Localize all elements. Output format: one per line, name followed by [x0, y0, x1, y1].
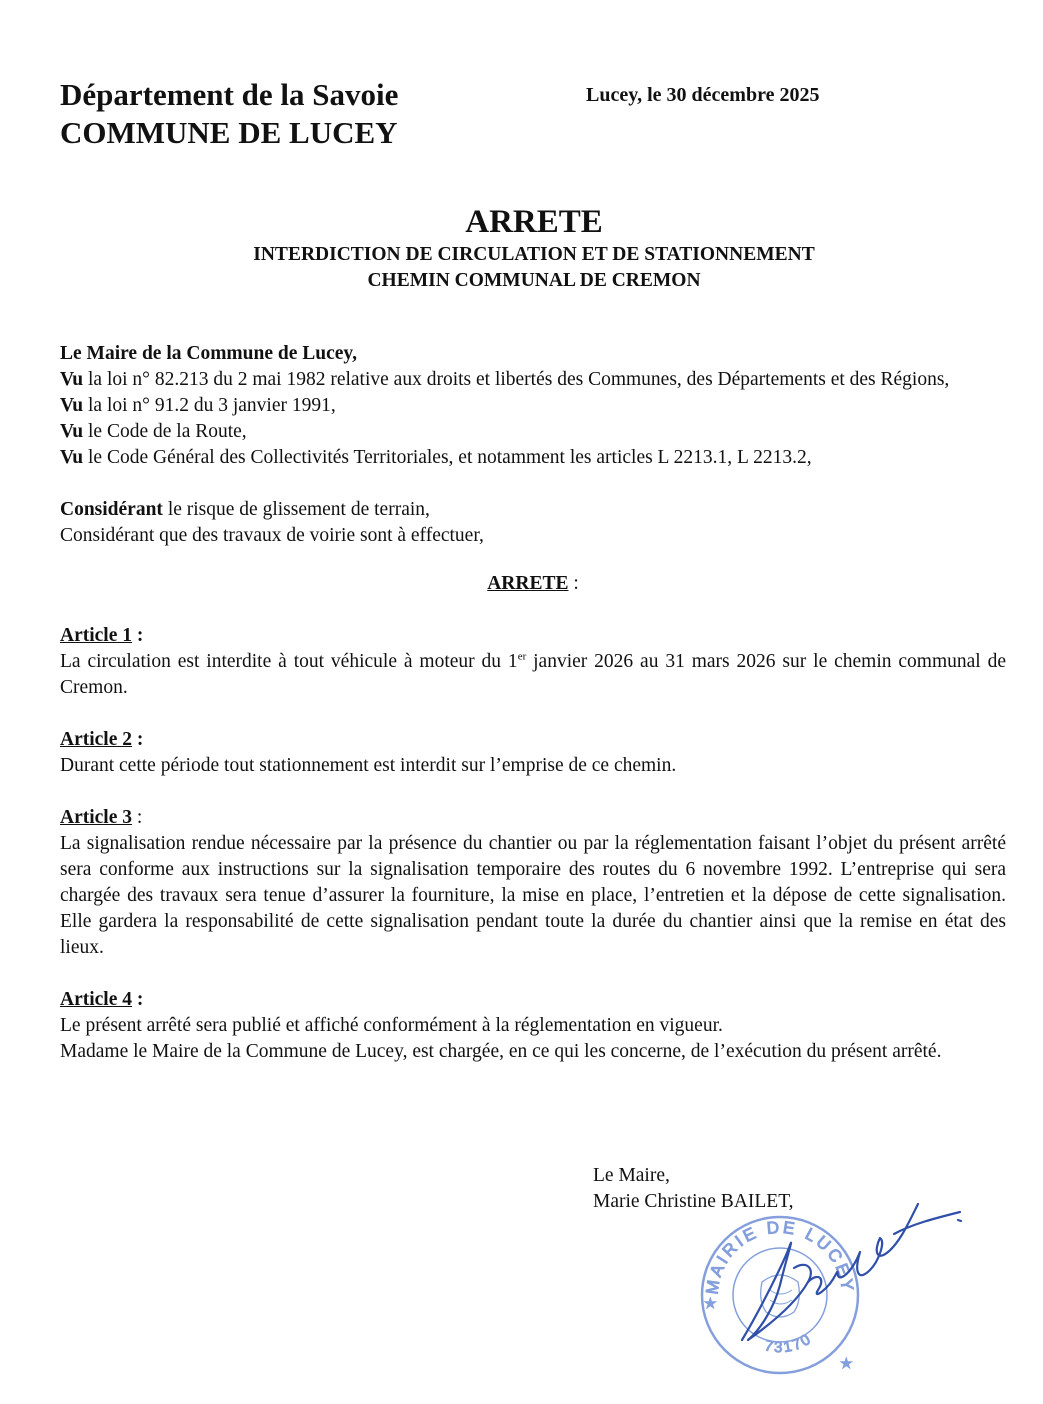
stamp-star-right: ★ — [840, 1356, 853, 1372]
article-3-text: La signalisation rendue nécessaire par la présence du chantier ou par la réglementation faisant l’objet du présent arrêté sera conforme aux instructions sur la signalisation temporaire des routes du 6 novembre 1992. L’entreprise qui sera chargée des travaux sera tenue d’assurer la fourniture, la mise en place, l’entretien et la dépose de cette signalisation. Elle gardera la responsabilité de cette signalisation pendant toute la durée du chantier ainsi que la remise en état des lieux. — [60, 833, 1006, 958]
commune-name: COMMUNE DE LUCEY — [60, 115, 398, 150]
mayor-heading: Le Maire de la Commune de Lucey, — [60, 343, 357, 364]
article-2-text: Durant cette période tout stationnement est interdit sur l’emprise de ce chemin. — [60, 755, 677, 776]
article-4-colon: : — [132, 989, 144, 1010]
considerant-text: le risque de glissement de terrain, — [162, 499, 430, 520]
considerant-clause-1 — [60, 497, 1006, 523]
article-4-heading — [60, 987, 1006, 1013]
stamp-top-textpath: MAIRIE DE LUCEY — [702, 1217, 858, 1296]
title-subject-line-2: CHEMIN COMMUNAL DE CREMON — [367, 270, 701, 291]
mayor-stamp-and-signature — [690, 1190, 980, 1380]
arrete-heading-word: ARRETE — [487, 573, 569, 594]
article-1-text — [60, 649, 1006, 701]
document-title: ARRETE — [465, 204, 603, 240]
article-1-superscript: er — [517, 650, 527, 663]
official-stamp — [702, 1217, 858, 1373]
signatory-name: Marie Christine BAILET, — [593, 1191, 794, 1212]
article-1-colon: : — [132, 625, 144, 646]
considerant-label: Considérant — [60, 499, 163, 520]
vu-clause-text: le Code de la Route, — [83, 421, 247, 442]
article-1-title: Article 1 — [60, 625, 133, 646]
arrete-heading-colon: : — [568, 573, 579, 594]
title-subject-line-1: INTERDICTION DE CIRCULATION ET DE STATIONNEMENT — [253, 244, 815, 265]
department-name: Département de la Savoie — [60, 77, 399, 112]
article-1-text-part2: janvier 2026 au 31 mars 2026 sur le chemin communal de Cremon. — [60, 651, 1007, 698]
stamp-star-left: ★ — [704, 1296, 717, 1312]
article-4-text-line-1: Le présent arrêté sera publié et affiché conformément à la réglementation en vigueur. — [60, 1015, 723, 1036]
vu-label: Vu — [60, 421, 84, 442]
article-2-title: Article 2 — [60, 729, 133, 750]
article-3-title: Article 3 — [60, 807, 133, 828]
vu-clause-2 — [60, 393, 1006, 419]
article-3-colon: : — [132, 807, 143, 828]
article-3-heading — [60, 805, 1006, 831]
document-header — [60, 76, 398, 152]
article-4-text-line-2: Madame le Maire de la Commune de Lucey, est chargée, en ce qui les concerne, de l’exécution du présent arrêté. — [60, 1041, 942, 1062]
vu-label: Vu — [60, 447, 84, 468]
article-4-title: Article 4 — [60, 989, 133, 1010]
article-2-heading — [60, 727, 1006, 753]
article-1-text-part1: La circulation est interdite à tout véhicule à moteur du 1 — [60, 651, 518, 672]
vu-clause-text: le Code Général des Collectivités Territoriales, et notamment les articles L 2213.1, L 2213.2, — [83, 447, 812, 468]
signatory-role: Le Maire, — [593, 1165, 670, 1186]
vu-label: Vu — [60, 369, 84, 390]
vu-label: Vu — [60, 395, 84, 416]
vu-clause-4 — [60, 445, 1006, 471]
vu-clause-3 — [60, 419, 1006, 445]
stamp-bottom-textpath: 73170 — [763, 1330, 816, 1357]
document-body — [60, 341, 1006, 1065]
arrete-heading — [60, 571, 1006, 597]
considerant-clause-2: Considérant que des travaux de voirie sont à effectuer, — [60, 525, 484, 546]
vu-clause-text: la loi n° 91.2 du 3 janvier 1991, — [83, 395, 336, 416]
document-date: Lucey, le 30 décembre 2025 — [586, 84, 820, 106]
stamp-bottom-text — [763, 1330, 815, 1356]
vu-clause-text: la loi n° 82.213 du 2 mai 1982 relative aux droits et libertés des Communes, des Départements et des Régions, — [83, 369, 950, 390]
stamp-inner-ring — [733, 1248, 827, 1342]
article-1-heading — [60, 623, 1006, 649]
article-2-colon: : — [132, 729, 144, 750]
title-block — [0, 202, 1043, 294]
vu-clause-1 — [60, 367, 1006, 393]
